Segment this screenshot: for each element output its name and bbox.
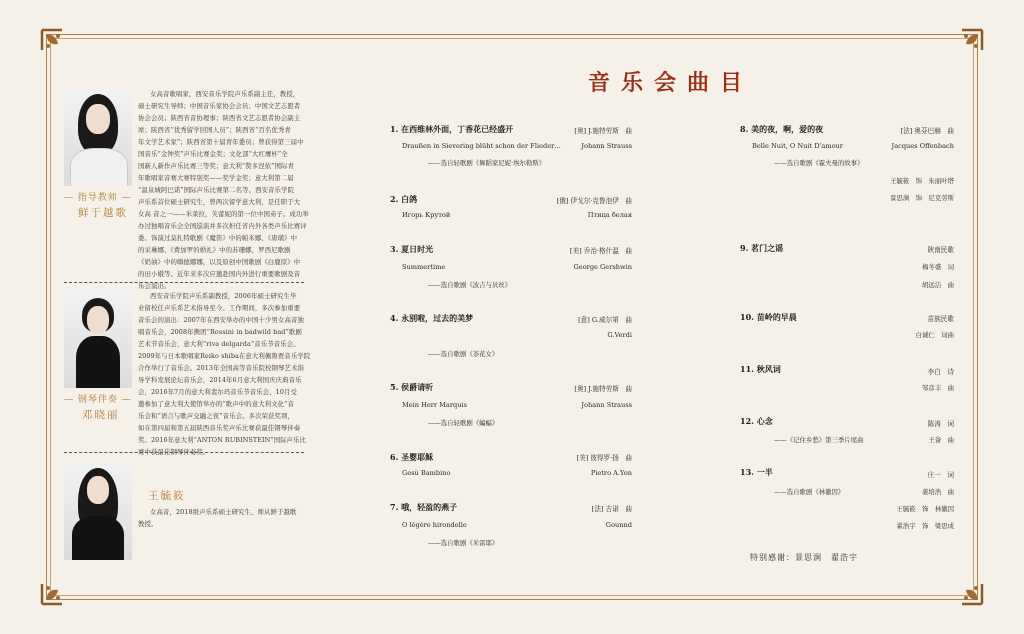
piece-title: 9. 茗门之谣 <box>740 243 784 253</box>
piece-source: ——选自轻歌剧《舞蹈家尼妮·埃尔勒斯》 <box>428 159 546 167</box>
person-name: 王毓筱 <box>148 490 186 502</box>
portrait-photo <box>64 88 132 186</box>
piece-original-title: Gesù Bambino <box>402 469 451 477</box>
piece-performer: 胡远洁 曲 <box>922 281 954 289</box>
piece-source: ——《记住乡愁》第三季片尾曲 <box>774 436 864 444</box>
piece-composer: [美] 乔治·格什温 曲 <box>569 247 632 255</box>
piece-performer: 白诚仁 词曲 <box>915 331 954 339</box>
piece-title: 8. 美的夜，啊，爱的夜 <box>740 124 824 134</box>
piece-original-composer: Johann Strauss <box>581 401 632 409</box>
person-bio: 女高音，2018级声乐系硕士研究生，师从鲜于越歌 教授。 <box>138 508 297 528</box>
piece-original-composer: Gounnd <box>605 521 632 529</box>
piece-title: 12. 心念 <box>740 416 773 426</box>
piece-source: ——选自歌剧《茶花女》 <box>428 350 499 358</box>
special-thanks: 特别感谢：景思涧 翟浩宇 <box>750 553 858 562</box>
piece-title: 2. 白鸽 <box>390 194 418 204</box>
piece-source: ——选自轻歌剧《蝙蝠》 <box>428 419 499 427</box>
piece-composer: [法] 奥芬巴赫 曲 <box>900 127 954 135</box>
piece-source: ——选自歌剧《波吉与贝丝》 <box>428 281 512 289</box>
piece-original-composer: Jacques Offenbach <box>891 142 954 150</box>
person-name: 鲜于越歌 <box>78 207 128 219</box>
piece-title: 13. 一半 <box>740 467 773 477</box>
piece-original-composer: Птица белая <box>587 211 632 219</box>
page-title: 音乐会曲目 <box>588 71 754 96</box>
dashed-divider <box>64 282 304 283</box>
piece-title: 7. 哦，轻盈的燕子 <box>390 502 458 512</box>
piece-title: 1. 在西维林外面，丁香花已经盛开 <box>390 124 514 134</box>
piece-original-title: O légère hirondelle <box>402 521 467 529</box>
piece-performer: 姜培浩 曲 <box>922 488 954 496</box>
piece-performer: 王毓筱 饰 朱丽叶塔 <box>890 177 954 185</box>
person-bio: 女高音歌唱家，西安音乐学院声乐系副主任，教授， 硕士研究生导师；中国音乐家协会会员；中国文艺志愿者 协会会员；陕西省音协理事；陕西省文艺志愿者协会副主 席；陕西省“优秀留学回国人员”；陕西省“百名优秀青 年文学艺术家”；陕西省第十届青年委员；曾获得第三届中 国音乐“金钟奖”声乐比赛金奖；文化部“大红鹰杯”全 国新人新作声乐比赛三等奖；意大利“赞多涅依”国际青 年歌唱家音赛大赛特别奖——奖学金奖；意大利第二届 “温泉城阿巴诺”国际声乐比赛第二名等。西安音乐学院 声乐系首位硕士研究生，曾两次留学意大利，是任职于大 女高 音之一——米莱拉，芙蕾妮的第一位中国弟子。成功举 办过独唱音乐会全国巡演并多次担任省内外各类声乐比赛评 委。饰演过莫扎特歌剧《魔笛》中的帕米娜、《唐璜》中 的采琳娜、《费加罗的婚礼》中的苏珊娜，罗西尼歌剧 《奶油》中的嗨德娜娜，以及原创中国歌剧《白鹿原》中 的田小娥等。近年来多次应邀赴国内外进行重要歌剧及音 乐会演出。 <box>138 90 309 290</box>
piece-title: 4. 永别啦，过去的美梦 <box>390 313 474 323</box>
piece-original-composer: Johann Strauss <box>581 142 632 150</box>
piece-original-title: Belle Nuit, O Nuit D'amour <box>752 142 843 150</box>
piece-source: ——选自歌剧《米雷耶》 <box>428 539 499 547</box>
corner-ornament-icon <box>38 568 78 608</box>
piece-title: 10. 苗岭的早晨 <box>740 312 797 322</box>
portrait-photo <box>64 462 132 560</box>
person-name: 邓晓丽 <box>82 409 120 421</box>
piece-original-composer: G.Verdi <box>607 331 632 339</box>
person-bio: 西安音乐学院声乐系副教授，2006年硕士研究生毕 业留校任声乐系艺术指导至今。工作期间，多次参加重要 音乐会的演出：2007年在西安举办的中国十少男女高音独 唱音乐会，2008年携团“Rossini in badwild bad”歌剧 艺术节音乐会，意大利“riva delgarda”音乐节音乐会。 2009年与日本歌唱家Reiko shiba在意大利佩鲁贾音乐学院 合作举行了音乐会。2013年全国高等音乐院校钢琴艺术指 导学科发展论坛音乐会，2014年6月意大利国庆庆典音乐 会，2016年7月的意大利裴尔玛音乐节音乐会，10月受 邀参加了意大利大使馆举办的“歌声中的意大利文化”音 乐会和“语言与歌声交融之夜”音乐会。多次荣获奖项， 如在第四届和第五届陕西音乐奖声乐比赛获最佳钢琴伴奏 奖。2016年意大利“ANTON RUBINSTEIN”国际声乐比 赛中获最佳钢琴伴奏奖。 <box>138 292 311 456</box>
piece-performer: 邹彦丰 曲 <box>922 384 954 392</box>
piece-title: 5. 侯爵请听 <box>390 382 434 392</box>
piece-composer: [奥] J.施特劳斯 曲 <box>574 127 632 135</box>
piece-original-title: Игорь Крутой <box>402 211 451 219</box>
piece-composer: 陈涛 词 <box>927 420 954 428</box>
piece-original-title: Summertime <box>402 263 446 271</box>
piece-composer: [美] 彼得罗·扬 曲 <box>576 454 632 462</box>
piece-composer: [意] G.威尔第 曲 <box>578 316 632 324</box>
piece-performer: 景思涧 饰 尼克劳斯 <box>890 194 954 202</box>
dashed-divider <box>64 452 304 453</box>
piece-title: 11. 秋风词 <box>740 364 781 374</box>
piece-composer: 庄一 词 <box>927 471 954 479</box>
piece-performer: 梅冬盛 词 <box>922 263 954 271</box>
piece-source: ——选自歌剧《霍夫曼的故事》 <box>774 159 864 167</box>
piece-composer: [俄] 伊戈尔·克鲁泡伊 曲 <box>556 197 632 205</box>
piece-composer: 陕南民歌 <box>927 246 954 254</box>
piece-original-title: Draußen in Sievering blüht schon der Flieder… <box>402 142 561 150</box>
corner-ornament-icon <box>946 568 986 608</box>
person-role: — 指导教师 — <box>64 193 132 203</box>
piece-title: 3. 夏日时光 <box>390 244 434 254</box>
piece-performer: 翟浩宇 饰 梁思成 <box>896 522 954 530</box>
portrait-photo <box>64 290 132 388</box>
piece-performer: 王毓筱 饰 林徽因 <box>896 505 954 513</box>
piece-composer: 李白 诗 <box>927 368 954 376</box>
piece-performer: 王备 曲 <box>928 436 954 444</box>
person-role: — 钢琴伴奏 — <box>64 395 132 405</box>
piece-title: 6. 圣婴耶稣 <box>390 452 434 462</box>
corner-ornament-icon <box>38 26 78 66</box>
piece-original-composer: Pietro A.Yon <box>590 469 632 477</box>
piece-composer: [法] 古诺 曲 <box>591 505 632 513</box>
piece-original-title: Mein Herr Marquis <box>402 401 467 409</box>
corner-ornament-icon <box>946 26 986 66</box>
piece-composer: [奥] J.施特劳斯 曲 <box>574 385 632 393</box>
piece-original-composer: George Gershwin <box>573 263 632 271</box>
piece-source: ——选自歌剧《林徽因》 <box>774 488 845 496</box>
piece-composer: 苗族民歌 <box>927 315 954 323</box>
